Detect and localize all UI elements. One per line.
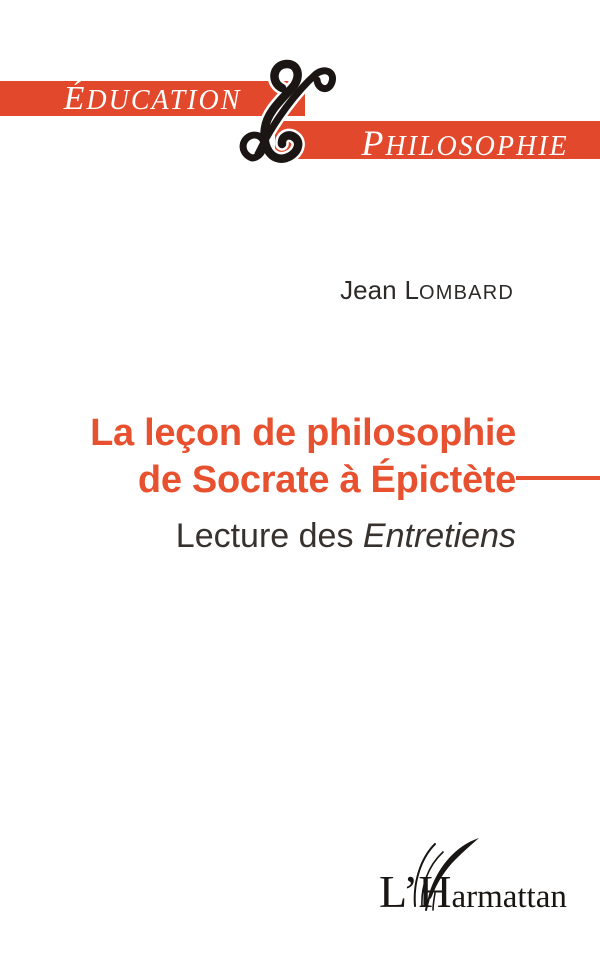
title-line-2: de Socrate à Épictète [137,459,516,501]
title-rule [516,476,600,480]
ampersand-icon [238,58,340,166]
author-name [340,276,514,306]
title-block [90,410,516,555]
banner-word-philosophie [361,125,568,161]
banner-word-education-rest: DUCATION [86,84,242,116]
publisher-name-prefix: L’ [379,866,419,917]
quill-feather-icon [401,836,481,910]
publisher-name-initial: H [418,866,452,917]
subtitle [90,517,516,555]
subtitle-prefix: Lecture des [175,517,363,555]
subtitle-work-title: Entretiens [362,517,516,555]
author-last-name-rest: OMBARD [419,282,514,304]
author-last-name-initial: L [404,275,420,305]
author-first-name: Jean [340,275,397,305]
publisher-name-rest: armattan [451,879,567,915]
banner-word-education-initial: É [63,79,87,117]
banner-word-philosophie-initial: P [361,123,386,163]
title-line-1: La leçon de philosophie [90,412,516,454]
banner-word-education [63,79,242,117]
publisher-logo [375,840,590,930]
banner-word-philosophie-rest: HILOSOPHIE [385,131,569,162]
